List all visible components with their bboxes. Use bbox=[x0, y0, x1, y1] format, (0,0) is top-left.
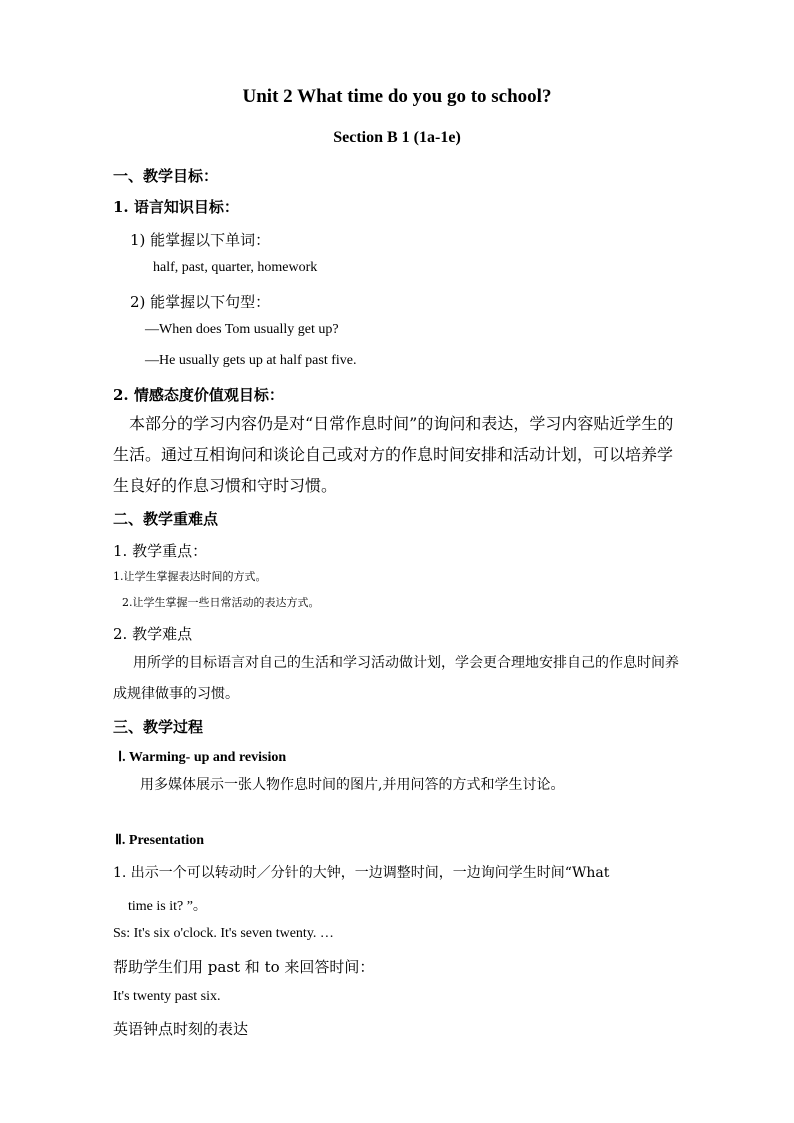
heading-key-difficult-points: 二、教学重难点 bbox=[113, 510, 219, 528]
paragraph-emotional-values: 本部分的学习内容仍是对“日常作息时间”的询问和表达，学习内容贴近学生的生活。通过互相询问和谈论自己或对方的作息时间安排和活动计划，可以培养学生良好的作息习惯和守时习惯。 bbox=[113, 414, 674, 495]
key-point-1: 1.让学生掌握表达时间的方式。 bbox=[113, 570, 267, 583]
heading-language-knowledge: 1. 语言知识目标： bbox=[113, 198, 239, 216]
heading-warming-up: Ⅰ. Warming- up and revision bbox=[118, 750, 287, 765]
key-point-2: 2.让学生掌握一些日常活动的表达方式。 bbox=[122, 596, 320, 609]
sentence-question: —When does Tom usually get up? bbox=[145, 322, 339, 337]
warming-up-description: 用多媒体展示一张人物作息时间的图片,并用问答的方式和学生讨论。 bbox=[140, 777, 565, 793]
heading-emotional-values: 2. 情感态度价值观目标： bbox=[113, 386, 284, 404]
item-sentences-intro: 2) 能掌握以下句型： bbox=[130, 293, 271, 311]
example-sentence: It's twenty past six. bbox=[113, 989, 221, 1004]
sentence-answer: —He usually gets up at half past five. bbox=[145, 353, 357, 368]
heading-difficult-points: 2. 教学难点 bbox=[113, 625, 193, 643]
document-title: Unit 2 What time do you go to school? bbox=[242, 86, 552, 107]
heading-key-points: 1. 教学重点： bbox=[113, 542, 208, 560]
students-response: Ss: It's six o'clock. It's seven twenty. … bbox=[113, 926, 334, 941]
heading-presentation: Ⅱ. Presentation bbox=[115, 833, 205, 848]
help-students-line: 帮助学生们用 past 和 to 来回答时间： bbox=[113, 958, 375, 976]
item-words-intro: 1) 能掌握以下单词： bbox=[130, 231, 271, 249]
vocabulary-list: half, past, quarter, homework bbox=[153, 260, 318, 275]
heading-teaching-objectives: 一、教学目标： bbox=[113, 167, 219, 185]
presentation-step-1-cont: time is it? ”。 bbox=[128, 899, 207, 914]
heading-teaching-process: 三、教学过程 bbox=[113, 718, 204, 736]
section-subtitle: Section B 1 (1a-1e) bbox=[333, 129, 461, 146]
presentation-step-1: 1. 出示一个可以转动时／分针的大钟，一边调整时间，一边询问学生时间“What bbox=[113, 865, 610, 881]
paragraph-difficult-points: 用所学的目标语言对自己的生活和学习活动做计划，学会更合理地安排自己的作息时间养成规律做事的习惯。 bbox=[113, 655, 679, 702]
english-time-expression-heading: 英语钟点时刻的表达 bbox=[113, 1020, 249, 1038]
